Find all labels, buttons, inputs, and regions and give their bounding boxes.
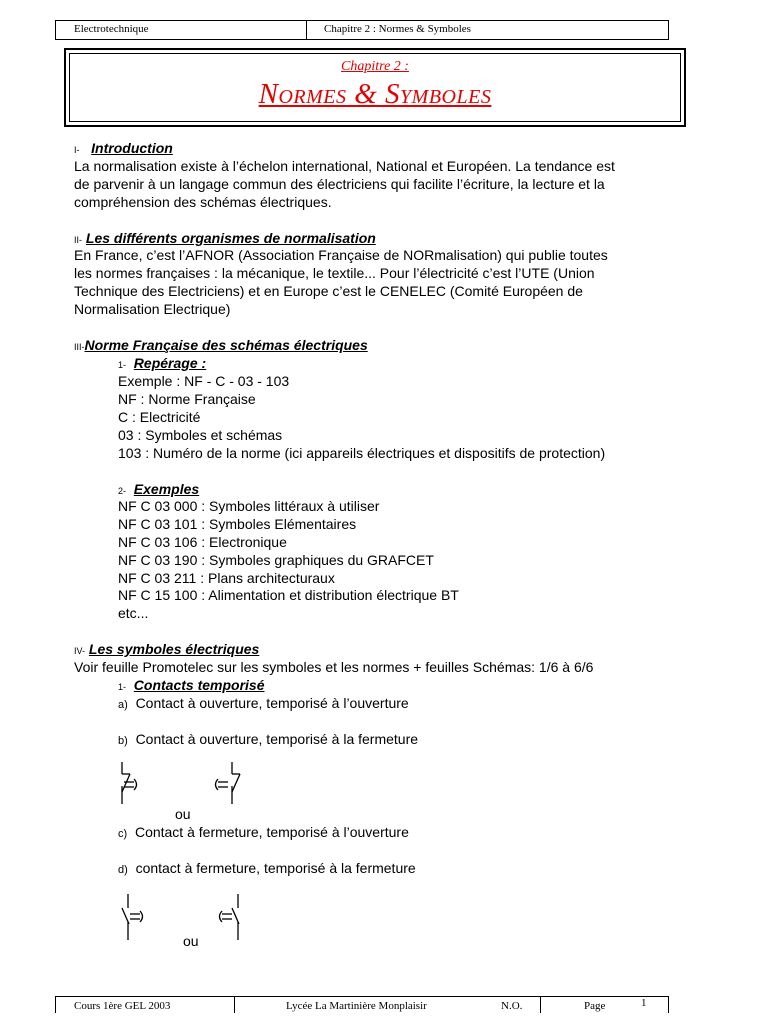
page-footer [55, 996, 669, 1013]
section4-sub1-number: 1- [118, 682, 127, 692]
item-c-mark: c) [118, 828, 128, 840]
item-a [118, 695, 409, 714]
item-b [118, 731, 418, 750]
item-c-text: Contact à fermeture, temporisé à l’ouverture [134, 824, 409, 840]
page-header [55, 20, 669, 40]
section4-intro: Voir feuille Promotelec sur les symboles et les normes + feuilles Schémas: 1/6 à 6/6 [74, 659, 594, 675]
footer-author: N.O. [501, 1000, 523, 1012]
item-b-mark: b) [118, 735, 128, 747]
page-title [66, 78, 684, 111]
sub2-line-2: NF C 03 101 : Symboles Elémentaires [118, 516, 357, 532]
item-a-mark: a) [118, 699, 128, 711]
section4-sub1-title: Contacts temporisé [133, 677, 265, 693]
section1-title: Introduction [91, 140, 173, 156]
chapter-label: Chapitre 2 : [341, 59, 409, 74]
sub1-number: 1- [118, 360, 127, 370]
sub2-line-1: NF C 03 000 : Symboles littéraux à utiliser [118, 498, 380, 514]
section4-heading [74, 641, 259, 660]
sub1-heading [118, 355, 206, 374]
header-left: Electrotechnique [74, 23, 149, 35]
section1-line-1: La normalisation existe à l’échelon international, National et Européen. La tendance est [74, 158, 615, 174]
sub1-line-2: NF : Norme Française [118, 391, 256, 407]
footer-page-number: 1 [641, 997, 647, 1009]
item-d-mark: d) [118, 864, 128, 876]
sub2-line-5: NF C 03 211 : Plans architecturaux [118, 570, 335, 586]
header-divider [306, 21, 307, 39]
sub2-line-7: etc... [118, 605, 149, 621]
section3-number: III- [74, 342, 85, 352]
section1-line-3: compréhension des schémas électriques. [74, 194, 332, 210]
section2-title: Les différents organismes de normalisation [85, 230, 376, 246]
nc-contact-delayed-opening-icon [110, 760, 140, 810]
section1-line-2: de parvenir à un langage commun des électriciens qui facilite l’écriture, la lecture et la [74, 176, 605, 192]
ou-label-1: ou [175, 806, 191, 822]
section3-heading [74, 337, 368, 356]
footer-page-label: Page [584, 1000, 606, 1012]
item-a-text: Contact à ouverture, temporisé à l’ouverture [135, 695, 409, 711]
sub1-line-5: 103 : Numéro de la norme (ici appareils électriques et dispositifs de protection) [118, 445, 606, 461]
footer-course: Cours 1ère GEL 2003 [74, 1000, 171, 1012]
section4-title: Les symboles électriques [88, 641, 260, 657]
ou-label-2: ou [183, 933, 199, 949]
sub1-title: Repérage : [133, 355, 207, 371]
item-d [118, 860, 416, 879]
section2-line-4: Normalisation Electrique) [74, 301, 231, 317]
header-right: Chapitre 2 : Normes & Symboles [324, 23, 471, 35]
section2-number: II- [74, 235, 82, 245]
item-c [118, 824, 409, 843]
section4-sub1-heading [118, 677, 265, 696]
section1-number: I- [74, 145, 80, 155]
no-contact-delayed-closing-icon [216, 892, 250, 944]
sub2-number: 2- [118, 486, 127, 496]
sub2-title: Exemples [133, 481, 200, 497]
section1-heading [74, 140, 173, 159]
section2-line-1: En France, c’est l’AFNOR (Association Française de NORmalisation) qui publie toutes [74, 247, 608, 263]
sub1-line-4: 03 : Symboles et schémas [118, 427, 283, 443]
item-b-text: Contact à ouverture, temporisé à la fermeture [135, 731, 419, 747]
section4-number: IV- [74, 646, 86, 656]
title-box [64, 48, 686, 127]
footer-school: Lycée La Martinière Monplaisir [286, 1000, 427, 1012]
sub1-line-3: C : Electricité [118, 409, 201, 425]
sub2-line-6: NF C 15 100 : Alimentation et distribution électrique BT [118, 587, 459, 603]
section2-line-3: Technique des Electriciens) et en Europe c’est le CENELEC (Comité Européen de [74, 283, 583, 299]
sub2-line-3: NF C 03 106 : Electronique [118, 534, 287, 550]
item-d-text: contact à fermeture, temporisé à la fermeture [135, 860, 416, 876]
footer-divider-1 [234, 997, 235, 1013]
section3-title: Norme Française des schémas électriques [84, 337, 368, 353]
nc-contact-delayed-closing-icon [212, 760, 242, 810]
sub1-line-1: Exemple : NF - C - 03 - 103 [118, 373, 290, 389]
footer-divider-2 [540, 997, 541, 1013]
page-title-text: Normes & Symboles [258, 78, 492, 110]
sub2-line-4: NF C 03 190 : Symboles graphiques du GRAFCET [118, 552, 434, 568]
section2-line-2: les normes françaises : la mécanique, le textile... Pour l’électricité c’est l’UTE (Union [74, 265, 595, 281]
no-contact-delayed-opening-icon [116, 892, 150, 944]
